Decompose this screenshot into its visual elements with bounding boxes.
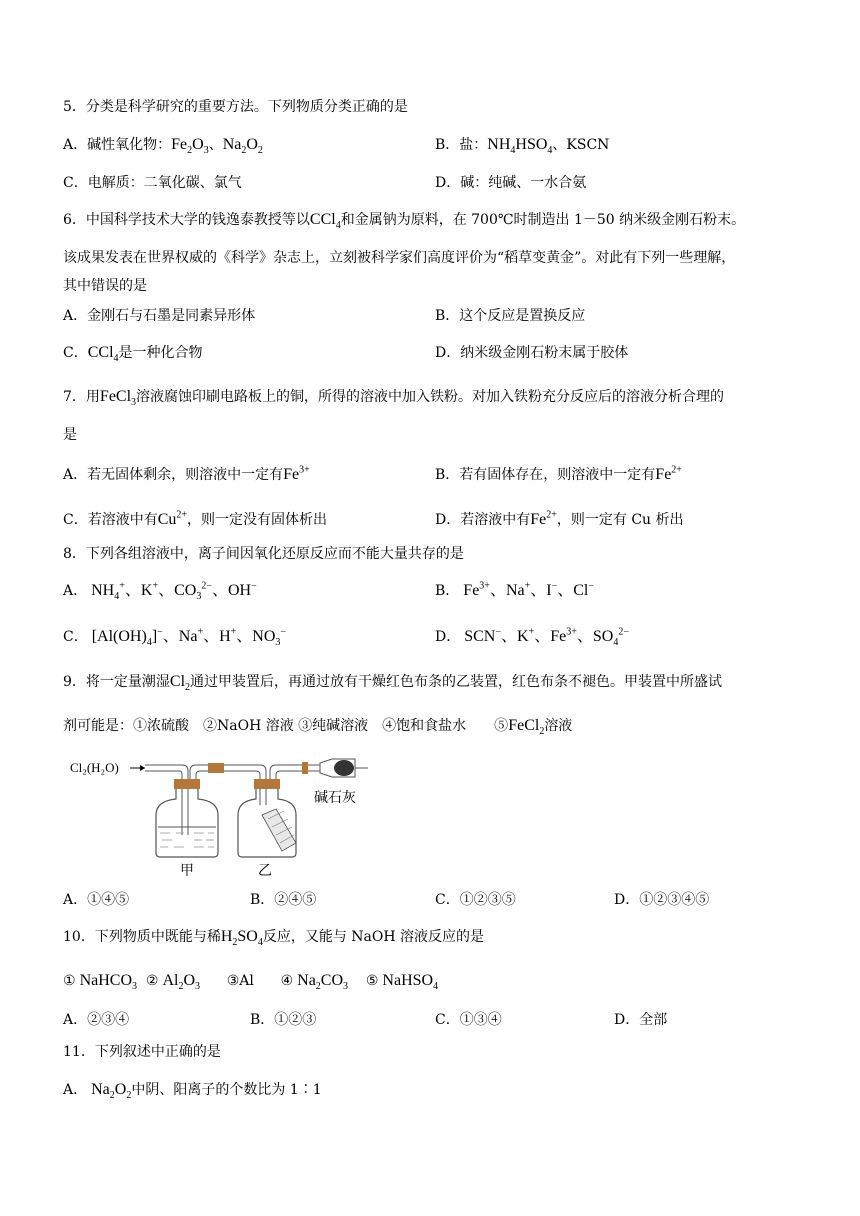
q5-b-prefix: B．盐：: [435, 137, 488, 153]
q10-stem: [63, 927, 484, 947]
q11-a-prefix: A．: [63, 1082, 88, 1098]
q6-ccl4: CCl$_4$: [309, 211, 341, 232]
q7-option-d: [435, 510, 684, 530]
q8-stem: 8．下列各组溶液中，离子间因氧化还原反应而不能大量共存的是: [63, 546, 464, 562]
q7-stem-line2: 是: [63, 427, 77, 443]
tube-yi-to-drying-inner: [276, 771, 320, 779]
q8-option-d: [435, 627, 629, 647]
q6-stem-line3: 其中错误的是: [63, 278, 147, 294]
q10-items: [63, 971, 438, 991]
q7-c-ion: $Cu^{2+}$: [157, 509, 188, 528]
q8-c-ions: $[Al(OH)_4]^-$、Na+、H+、$NO_3^-$: [87, 626, 287, 649]
q10-h2so4: $H_2SO_4$: [220, 928, 263, 949]
q5-a-prefix: A．碱性氧化物：: [63, 137, 172, 153]
q5-option-d: D．碱：纯碱、一水合氨: [435, 175, 587, 191]
fig-label-yi: 乙: [258, 863, 272, 879]
q5-option-b: [435, 135, 609, 155]
q5-b-formula1: $NH_4HSO_4$: [487, 136, 553, 157]
q10-option-b: B．①②③: [250, 1012, 317, 1028]
q10-item4-formula: $Na_2CO_3$: [293, 972, 349, 993]
q8-d-label: D．: [435, 629, 461, 645]
q11-stem: 11．下列叙述中正确的是: [63, 1044, 221, 1060]
fig-inlet-label: Cl₂(H₂O): [70, 760, 119, 775]
q5-option-c: C．电解质：二氧化碳、氯气: [63, 175, 242, 191]
q7-c-pre: C．若溶液中有: [63, 512, 158, 528]
q8-c-label: C．: [63, 629, 88, 645]
q10-option-c: C．①③④: [435, 1012, 502, 1028]
q6-option-c: [63, 343, 203, 363]
q9-stem-line1: [63, 672, 722, 692]
q9-option-a: A．①④⑤: [63, 892, 130, 908]
q6-stem1-pre: 6．中国科学技术大学的钱逸泰教授等以: [63, 212, 310, 228]
q7-c-post: ，则一定没有固体析出: [187, 512, 328, 528]
q7-stem1-pre: 7．用: [63, 389, 100, 405]
q9-fecl2: FeCl$_2$: [508, 717, 545, 738]
q5-b-kscn: KSCN: [566, 137, 610, 153]
q8-option-c: [63, 627, 286, 647]
q6-c-prefix: C．: [63, 345, 88, 361]
q9-option-c: C．①②③⑤: [435, 892, 516, 908]
q5-a-formula1: $Fe_2O_3$: [171, 136, 209, 157]
q7-b-ion: $Fe^{2+}$: [655, 464, 682, 483]
q7-a-text: A．若无固体剩余，则溶液中一定有: [63, 467, 284, 483]
soda-lime-granules: [334, 760, 354, 776]
q8-option-a: [63, 581, 257, 601]
stopper-yi: [254, 779, 280, 789]
q10-item5-formula: NaHSO$_4$: [378, 972, 439, 993]
stopper-jia: [174, 779, 200, 789]
fig-label-jia: 甲: [180, 863, 194, 879]
q10-stem-post: 反应，又能与 NaOH 溶液反应的是: [262, 929, 485, 945]
q10-item3: ③Al: [226, 973, 254, 989]
q7-d-pre: D．若溶液中有: [435, 512, 531, 528]
q5-stem: 5．分类是科学研究的重要方法。下列物质分类正确的是: [63, 99, 408, 115]
red-cloth-strip: [262, 809, 296, 851]
q6-stem-line1: [63, 210, 745, 230]
q11-a-post: 中阴、阳离子的个数比为 1∶1: [131, 1082, 322, 1098]
q10-item2-num: ②: [145, 973, 159, 989]
q7-b-text: B．若有固体存在，则溶液中一定有: [435, 467, 656, 483]
q9-option-d: D．①②③④⑤: [614, 892, 710, 908]
q7-stem-line1: [63, 387, 724, 407]
q10-option-d: D．全部: [614, 1012, 668, 1028]
q8-a-label: A．: [63, 583, 88, 599]
q9-stem2-tail: 溶液: [544, 718, 573, 734]
q8-b-label: B．: [435, 583, 460, 599]
q9-stem2-text: 剂可能是：①浓硫酸 ②NaOH 溶液 ③纯碱溶液 ④饱和食盐水 ⑤: [63, 718, 509, 734]
q7-d-ion: $Fe^{2+}$: [530, 509, 557, 528]
q5-a-sep: 、: [208, 137, 223, 153]
q5-option-a: [63, 135, 263, 155]
inlet-arrow-head: [140, 765, 145, 771]
q10-item1-formula: NaHCO$_3$: [75, 972, 137, 993]
gas-apparatus-figure: [70, 755, 370, 880]
q7-option-b: [435, 465, 682, 485]
q9-stem-line2: [63, 716, 572, 736]
q10-item4-num: ④: [280, 973, 294, 989]
q8-b-ions: $Fe^{3+}$、Na+、I−、Cl−: [459, 580, 594, 599]
q5-a-formula2: $Na_2O_2$: [222, 136, 263, 157]
q10-item1-num: ①: [63, 973, 76, 989]
rubber-joint-2: [302, 762, 308, 774]
q10-option-a: A．②③④: [63, 1012, 130, 1028]
q11-a-formula: $Na_2O_2$: [87, 1081, 132, 1102]
q7-d-post: ，则一定有 Cu 析出: [556, 512, 684, 528]
q7-fecl3: FeCl$_3$: [99, 388, 137, 409]
q8-d-ions: SCN−、K+、$Fe^{3+}$、$SO_4^{2-}$: [460, 626, 629, 649]
q9-stem1-pre: 9．将一定量潮湿: [63, 674, 170, 690]
q10-item2-formula: $Al_2O_3$: [158, 972, 201, 993]
q11-option-a: [63, 1080, 322, 1100]
q7-stem1-post: 溶液腐蚀印刷电路板上的铜，所得的溶液中加入铁粉。对加入铁粉充分反应后的溶液分析合理的: [136, 389, 725, 405]
q6-c-post: 是一种化合物: [118, 345, 203, 361]
q10-item5-num: ⑤: [365, 973, 379, 989]
q6-stem-line2: 该成果发表在世界权威的《科学》杂志上，立刻被科学家们高度评价为“稻草变黄金”。对此有下列一些理解，: [63, 250, 736, 266]
q6-option-b: B．这个反应是置换反应: [435, 308, 586, 324]
q6-option-a: A．金刚石与石墨是同素异形体: [63, 308, 256, 324]
q5-b-sep: 、: [552, 137, 567, 153]
fig-absorbent-label: 碱石灰: [314, 790, 356, 806]
q9-stem1-post: 通过甲装置后，再通过放有干燥红色布条的乙装置，红色布条不褪色。甲装置中所盛试: [190, 674, 723, 690]
q8-option-b: [435, 581, 594, 601]
liquid-jia: [160, 833, 214, 847]
q7-option-c: [63, 510, 327, 530]
q10-stem-pre: 10．下列物质中既能与稀: [63, 929, 221, 945]
q8-a-ions: $NH_4^+$、K+、$CO_3^{2-}$、OH−: [87, 580, 257, 603]
q7-a-ion: $Fe^{3+}$: [283, 464, 310, 483]
q9-cl2: $Cl_2$: [169, 673, 191, 694]
q7-option-a: [63, 465, 310, 485]
q6-option-d: D．纳米级金刚石粉末属于胶体: [435, 345, 629, 361]
rubber-joint-1: [208, 763, 224, 773]
q9-option-b: B．②④⑤: [250, 892, 317, 908]
q6-c-ccl4: CCl$_4$: [87, 344, 119, 365]
q6-stem1-post: 和金属钠为原料，在 700℃时制造出 1－50 纳米级金刚石粉末。: [340, 212, 746, 228]
